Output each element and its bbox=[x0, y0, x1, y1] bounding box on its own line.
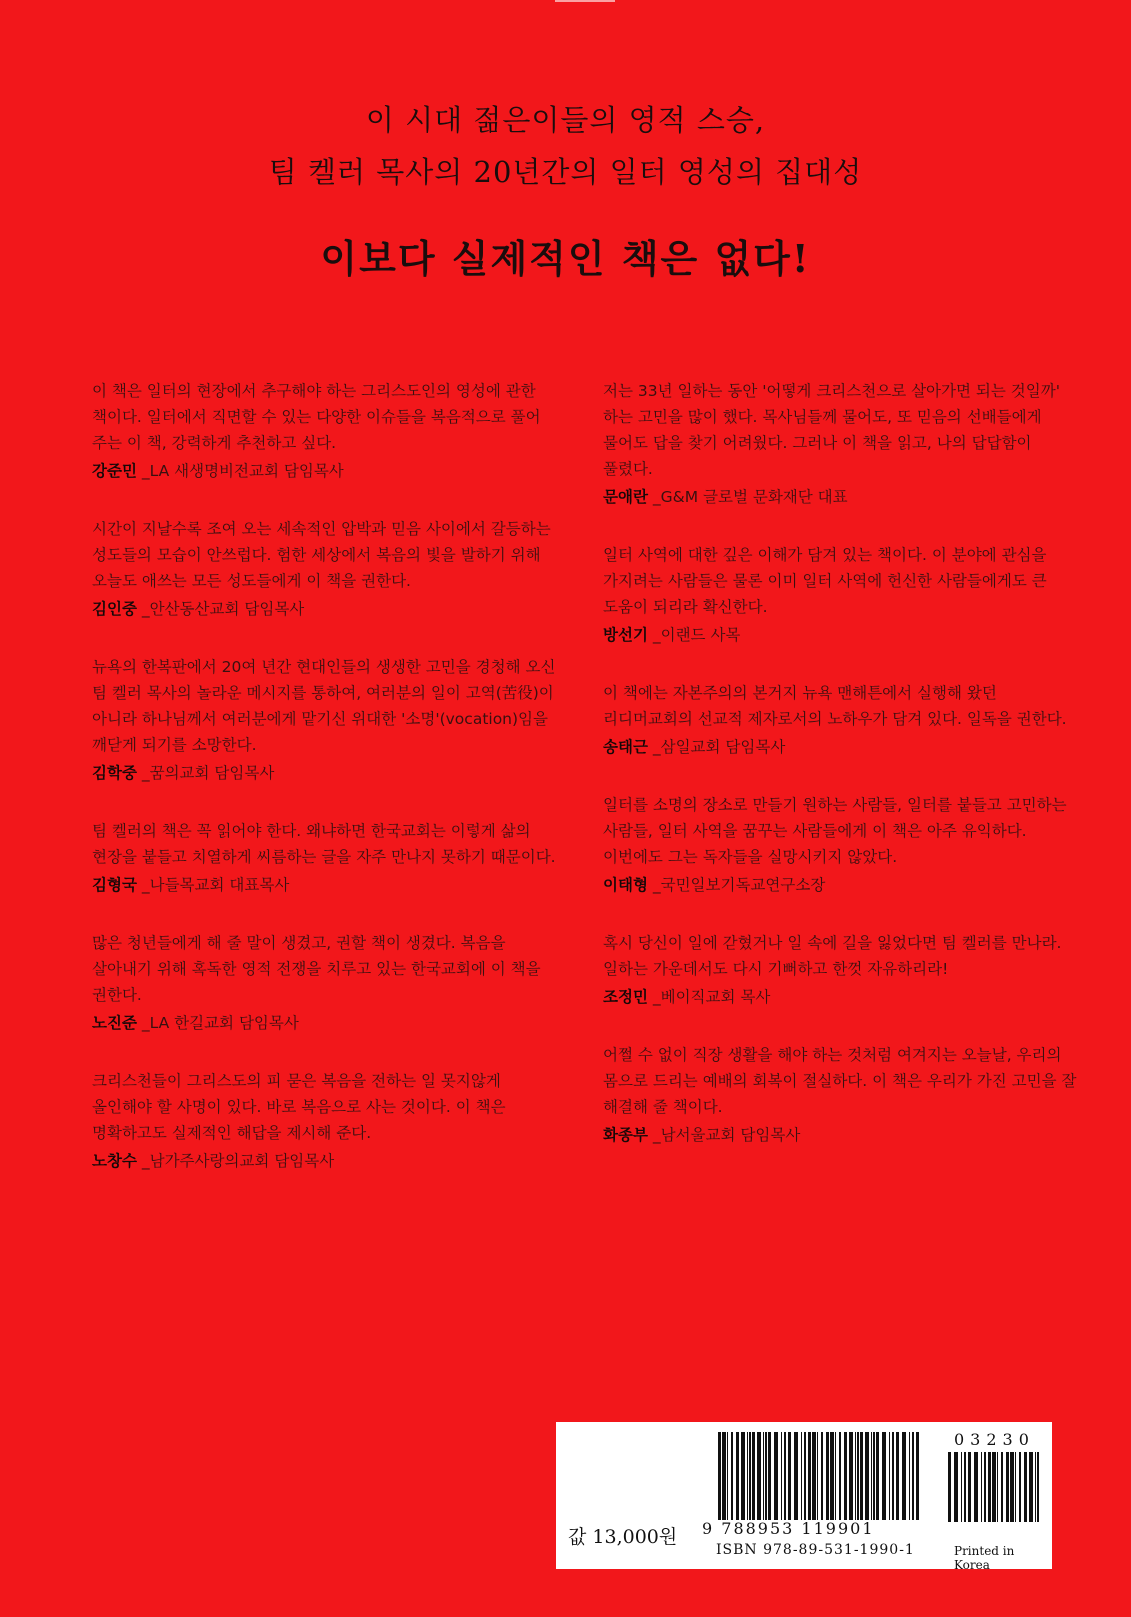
endorser-affiliation: _이랜드 사목 bbox=[652, 626, 741, 644]
barcode-bar bbox=[997, 1452, 998, 1522]
barcode-bar bbox=[763, 1432, 764, 1520]
endorser-affiliation: _G&M 글로벌 문화재단 대표 bbox=[652, 488, 848, 506]
endorser-affiliation: _국민일보기독교연구소장 bbox=[652, 876, 826, 894]
endorsement bbox=[603, 792, 1083, 898]
barcode-bar bbox=[747, 1432, 748, 1520]
endorsement bbox=[92, 378, 562, 484]
barcode-bar bbox=[974, 1452, 978, 1522]
barcode-bar bbox=[984, 1452, 986, 1522]
headline-main: 이보다 실제적인 책은 없다! bbox=[320, 236, 811, 281]
barcode-bar bbox=[830, 1432, 834, 1520]
endorser-signature bbox=[603, 872, 1083, 898]
endorsement bbox=[92, 818, 562, 898]
endorser-name: 이태형 bbox=[603, 876, 648, 894]
barcode-bar bbox=[882, 1432, 886, 1520]
barcode-bar bbox=[808, 1432, 811, 1520]
barcode-bar bbox=[817, 1432, 818, 1520]
barcode-bar bbox=[873, 1432, 875, 1520]
barcode-bar bbox=[1006, 1452, 1009, 1522]
endorser-signature bbox=[92, 1010, 562, 1036]
endorser-name: 화종부 bbox=[603, 1126, 648, 1144]
barcode-bar bbox=[954, 1452, 958, 1522]
barcode-bar bbox=[871, 1432, 872, 1520]
barcode-bar bbox=[964, 1452, 966, 1522]
endorser-signature bbox=[92, 872, 562, 898]
endorser-affiliation: _남가주사랑의교회 담임목사 bbox=[141, 1152, 335, 1170]
barcode-bar bbox=[794, 1432, 798, 1520]
isbn-number: ISBN 978-89-531-1990-1 bbox=[716, 1542, 915, 1558]
barcode-bar bbox=[992, 1452, 996, 1522]
endorser-name: 문애란 bbox=[603, 488, 648, 506]
barcode-bar bbox=[909, 1432, 910, 1520]
barcode-bar bbox=[1001, 1452, 1003, 1522]
barcode-bar bbox=[988, 1452, 991, 1522]
barcode-bar bbox=[731, 1432, 733, 1520]
barcode-bar bbox=[948, 1452, 951, 1522]
barcode-bar bbox=[839, 1432, 841, 1520]
barcode-bar bbox=[788, 1432, 791, 1520]
barcode-bar bbox=[1019, 1452, 1021, 1522]
endorser-affiliation: _안산동산교회 담임목사 bbox=[141, 600, 305, 618]
barcode-bar bbox=[784, 1432, 786, 1520]
barcode-bar bbox=[804, 1432, 806, 1520]
barcode-bar bbox=[821, 1432, 823, 1520]
endorsement bbox=[92, 654, 562, 786]
endorser-affiliation: _베이직교회 목사 bbox=[652, 988, 771, 1006]
endorser-signature bbox=[603, 984, 1083, 1010]
barcode-digits: 9 788953 119901 bbox=[702, 1519, 875, 1538]
endorsement-text: 뉴욕의 한복판에서 20여 년간 현대인들의 생생한 고민을 경청해 오신 팀 켈러 목사의 놀라운 메시지를 통하여, 여러분의 일이 고역(苦役)이 아니라 하나님께서 여러분에게 맡기신 위대한 '소명'(vocation)임을 깨닫게 되기를 소망한다. bbox=[92, 658, 556, 754]
barcode-bar bbox=[896, 1432, 899, 1520]
endorsement-text: 시간이 지날수록 조여 오는 세속적인 압박과 믿음 사이에서 갈등하는 성도들의 모습이 안쓰럽다. 험한 세상에서 복음의 빛을 발하기 위해 오늘도 애쓰는 모든 성도들에게 이 책을 권한다. bbox=[92, 520, 551, 590]
endorser-name: 강준민 bbox=[92, 462, 137, 480]
endorsement-text: 어쩔 수 없이 직장 생활을 해야 하는 것처럼 여겨지는 오늘날, 우리의 몸으로 드리는 예배의 회복이 절실하다. 이 책은 우리가 가진 고민을 잘 해결해 줄 책이다. bbox=[603, 1046, 1077, 1116]
barcode-bar bbox=[892, 1432, 894, 1520]
endorser-signature bbox=[92, 458, 562, 484]
endorser-signature bbox=[92, 1148, 562, 1174]
endorsement-text: 많은 청년들에게 해 줄 말이 생겼고, 권할 책이 생겼다. 복음을 살아내기 위해 혹독한 영적 전쟁을 치루고 있는 한국교회에 이 책을 권한다. bbox=[92, 934, 541, 1004]
endorsement-text: 크리스천들이 그리스도의 피 묻은 복음을 전하는 일 못지않게 올인해야 할 사명이 있다. 바로 복음으로 사는 것이다. 이 책은 명확하고도 실제적인 해답을 제시해 준다. bbox=[92, 1072, 506, 1142]
endorsement-text: 일터를 소명의 장소로 만들기 원하는 사람들, 일터를 붙들고 고민하는 사람들, 일터 사역을 꿈꾸는 사람들에게 이 책은 아주 유익하다. 이번에도 그는 독자들을 실망시키지 않았다. bbox=[603, 796, 1067, 866]
barcode-bar bbox=[981, 1452, 982, 1522]
endorser-name: 방선기 bbox=[603, 626, 648, 644]
endorsement-text: 이 책은 일터의 현장에서 추구해야 하는 그리스도인의 영성에 관한 책이다. 일터에서 직면할 수 있는 다양한 이슈들을 복음적으로 풀어 주는 이 책, 강력하게 추천하고 싶다. bbox=[92, 382, 541, 452]
barcode-bar bbox=[749, 1432, 751, 1520]
barcode-bar bbox=[757, 1432, 761, 1520]
barcode-bar bbox=[1035, 1452, 1036, 1522]
endorser-affiliation: _꿈의교회 담임목사 bbox=[141, 764, 275, 782]
barcode-bar bbox=[865, 1432, 869, 1520]
barcode-bar bbox=[968, 1452, 971, 1522]
price-label: 값 13,000원 bbox=[568, 1526, 678, 1548]
barcode-bar bbox=[781, 1432, 782, 1520]
barcode-bar bbox=[849, 1432, 853, 1520]
endorsement-text: 혹시 당신이 일에 갇혔거나 일 속에 길을 잃었다면 팀 켈러를 만나라. 일하는 가운데서도 다시 기뻐하고 한껏 자유하리라! bbox=[603, 934, 1062, 978]
endorser-name: 송태근 bbox=[603, 738, 648, 756]
barcode-bar bbox=[857, 1432, 859, 1520]
endorser-name: 조정민 bbox=[603, 988, 648, 1006]
endorser-affiliation: _남서울교회 담임목사 bbox=[652, 1126, 801, 1144]
barcode-bar bbox=[902, 1432, 906, 1520]
endorser-name: 김학중 bbox=[92, 764, 137, 782]
endorser-signature bbox=[603, 484, 1083, 510]
barcode-bar bbox=[860, 1432, 863, 1520]
addon-code: 03230 bbox=[954, 1430, 1035, 1449]
barcode-bar bbox=[855, 1432, 856, 1520]
endorser-affiliation: _LA 새생명비전교회 담임목사 bbox=[141, 462, 344, 480]
endorser-signature bbox=[603, 734, 1083, 760]
barcode-bar bbox=[718, 1432, 721, 1520]
endorser-affiliation: _LA 한길교회 담임목사 bbox=[141, 1014, 299, 1032]
barcode-bar bbox=[1015, 1452, 1016, 1522]
barcode-bar bbox=[801, 1432, 802, 1520]
barcode-bar bbox=[774, 1432, 778, 1520]
barcode-bar bbox=[1037, 1452, 1039, 1522]
endorser-name: 김인중 bbox=[92, 600, 137, 618]
addon-barcode bbox=[948, 1452, 1040, 1522]
endorsement-text: 저는 33년 일하는 동안 '어떻게 크리스천으로 살아가면 되는 것일까' 하는 고민을 많이 했다. 목사님들께 물어도, 또 믿음의 선배들에게 물어도 답을 찾기 어려웠다. 그러나 이 책을 읽고, 나의 답답함이 풀렸다. bbox=[603, 382, 1060, 478]
endorsement bbox=[92, 930, 562, 1036]
endorser-name: 노진준 bbox=[92, 1014, 137, 1032]
endorser-affiliation: _나들목교회 대표목사 bbox=[141, 876, 290, 894]
endorsements-left-column bbox=[92, 378, 562, 1206]
barcode-bar bbox=[812, 1432, 816, 1520]
endorser-affiliation: _삼일교회 담임목사 bbox=[652, 738, 786, 756]
barcode-bar bbox=[876, 1432, 879, 1520]
barcode-bar bbox=[916, 1432, 919, 1520]
endorsement-text: 일터 사역에 대한 깊은 이해가 담겨 있는 책이다. 이 분야에 관심을 가지려는 사람들은 물론 이미 일터 사역에 헌신한 사람들에게도 큰 도움이 되리라 확신한다. bbox=[603, 546, 1047, 616]
barcode-bar bbox=[835, 1432, 836, 1520]
endorsement-text: 이 책에는 자본주의의 본거지 뉴욕 맨해튼에서 실행해 왔던 리디머교회의 선교적 제자로서의 노하우가 담겨 있다. 일독을 권한다. bbox=[603, 684, 1067, 728]
isbn-barcode bbox=[718, 1432, 922, 1520]
barcode-bar bbox=[1024, 1452, 1027, 1522]
printed-in-label: Printed in Korea bbox=[954, 1544, 1015, 1572]
barcode-bar bbox=[1010, 1452, 1014, 1522]
barcode-bar bbox=[741, 1432, 745, 1520]
endorsement bbox=[603, 542, 1083, 648]
barcode-bar bbox=[844, 1432, 847, 1520]
endorsements-right-column bbox=[603, 378, 1083, 1180]
barcode-bar bbox=[1029, 1452, 1033, 1522]
endorsement bbox=[603, 1042, 1083, 1148]
top-edge-mark bbox=[555, 0, 615, 2]
endorser-signature bbox=[603, 1122, 1083, 1148]
barcode-bar bbox=[768, 1432, 771, 1520]
barcode-bar bbox=[826, 1432, 829, 1520]
barcode-bar bbox=[752, 1432, 755, 1520]
endorser-signature bbox=[92, 760, 562, 786]
endorsement-text: 팀 켈러의 책은 꼭 읽어야 한다. 왜냐하면 한국교회는 이렇게 삶의 현장을 붙들고 치열하게 씨름하는 글을 자주 만나지 못하기 때문이다. bbox=[92, 822, 556, 866]
barcode-bar bbox=[889, 1432, 890, 1520]
endorser-name: 김형국 bbox=[92, 876, 137, 894]
endorsement bbox=[603, 930, 1083, 1010]
barcode-bar bbox=[722, 1432, 726, 1520]
endorsement bbox=[92, 1068, 562, 1174]
endorser-signature bbox=[603, 622, 1083, 648]
barcode-bar bbox=[961, 1452, 962, 1522]
endorser-name: 노창수 bbox=[92, 1152, 137, 1170]
barcode-bar bbox=[765, 1432, 767, 1520]
endorsement bbox=[603, 378, 1083, 510]
barcode-bar bbox=[912, 1432, 914, 1520]
endorser-signature bbox=[92, 596, 562, 622]
barcode-bar bbox=[736, 1432, 739, 1520]
headline-line-1: 이 시대 젊은이들의 영적 스승, bbox=[365, 103, 766, 137]
endorsement bbox=[92, 516, 562, 622]
headline-line-2: 팀 켈러 목사의 20년간의 일터 영성의 집대성 bbox=[268, 155, 863, 189]
barcode-bar bbox=[727, 1432, 728, 1520]
barcode-panel bbox=[556, 1422, 1052, 1572]
endorsement bbox=[603, 680, 1083, 760]
